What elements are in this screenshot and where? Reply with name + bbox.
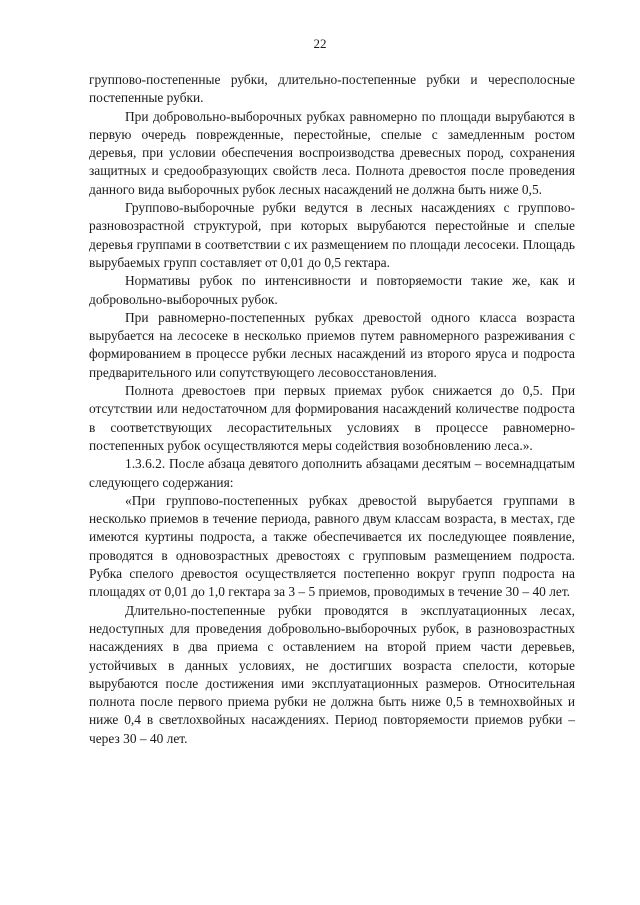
paragraph: При добровольно-выборочных рубках равномерно по площади вырубаются в первую очередь поврежденные, перестойные, спелые с замедленным ростом деревья, при условии обеспечения воспроизводства древесных пород, сохранения защитных и средообразующих свойств леса. Полнота древостоя после проведения данного вида выборочных рубок лесных насаждений не должна быть ниже 0,5. — [89, 108, 575, 197]
paragraph: Длительно-постепенные рубки проводятся в эксплуатационных лесах, недоступных для проведения добровольно-выборочных рубок, в разновозрастных насаждениях в два приема с оставлением на второй прием части деревьев, устойчивых в данных условиях, не достигших возраста спелости, которые вырубаются после достижения ими эксплуатационных размеров. Относительная полнота после первого приема рубки не должна быть ниже 0,5 в темнохвойных и ниже 0,4 в светлохвойных насаждениях. Период повторяемости приемов рубки – через 30 – 40 лет. — [89, 602, 575, 746]
paragraph: Полнота древостоев при первых приемах рубок снижается до 0,5. При отсутствии или недостаточном для формирования насаждений количестве подроста в соответствующих лесорастительных условиях в процессе равномерно-постепенных рубок осуществляются меры содействия возобновлению леса.». — [89, 383, 575, 453]
paragraph: «При группово-постепенных рубках древостой вырубается группами в несколько приемов в течение периода, равного двум классам возраста, в местах, где имеются куртины подроста, а также обеспечивается их последующее появление, проводятся в одновозрастных древостоях с групповым размещением подроста. Рубка спелого древостоя осуществляется постепенно вокруг групп подроста на площадях от 0,01 до 1,0 гектара за 3 – 5 приемов, проводимых в течение 30 – 40 лет. — [89, 492, 575, 600]
paragraph: При равномерно-постепенных рубках древостой одного класса возраста вырубается на лесосеке в несколько приемов путем равномерного разреживания с формированием в процессе рубки лесных насаждений из второго яруса и подроста предварительного или сопутствующего лесовосстановления. — [89, 309, 575, 380]
paragraph: 1.3.6.2. После абзаца девятого дополнить абзацами десятым – восемнадцатым следующего содержания: — [89, 456, 575, 490]
page-number: 22 — [313, 36, 327, 51]
paragraph: группово-постепенные рубки, длительно-постепенные рубки и чересполосные постепенные рубки. — [89, 72, 575, 106]
paragraph: Нормативы рубок по интенсивности и повторяемости такие же, как и добровольно-выборочных рубок. — [89, 273, 575, 307]
paragraph: Группово-выборочные рубки ведутся в лесных насаждениях с группово-разновозрастной структурой, при которых вырубаются перестойные и спелые деревья группами в соответствии с их размещением по площади лесосеки. Площадь вырубаемых групп составляет от 0,01 до 0,5 гектара. — [89, 200, 575, 270]
document-body — [89, 71, 575, 748]
